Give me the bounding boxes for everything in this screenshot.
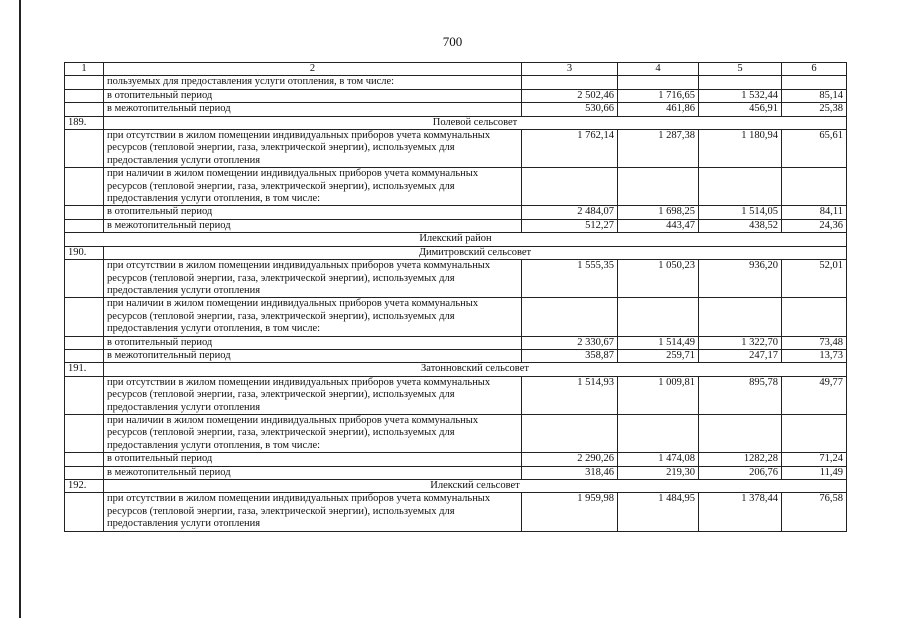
page-number: 700 [442, 34, 463, 49]
row-index [65, 298, 104, 336]
row-description: при отсутствии в жилом помещении индивидуальных приборов учета коммунальных ресурсов (тепловой энергии, газа, электрической энергии), используемых для предоставления услуги отопления [104, 130, 522, 168]
row-description: при отсутствии в жилом помещении индивидуальных приборов учета коммунальных ресурсов (тепловой энергии, газа, электрической энергии), используемых для предоставления услуги отопления [104, 260, 522, 298]
value-cell: 259,71 [618, 349, 699, 362]
section-row [65, 480, 847, 493]
value-cell [782, 76, 847, 89]
table-row [65, 298, 847, 336]
table-row [65, 206, 847, 219]
value-cell: 49,77 [782, 376, 847, 414]
value-cell: 1 959,98 [522, 493, 618, 531]
row-description: в межотопительный период [104, 103, 522, 116]
table-body [65, 63, 847, 532]
value-cell: 11,49 [782, 466, 847, 479]
value-cell: 1 484,95 [618, 493, 699, 531]
row-index [65, 89, 104, 102]
value-cell: 1 514,05 [699, 206, 782, 219]
header-col-3: 3 [522, 63, 618, 76]
value-cell: 530,66 [522, 103, 618, 116]
value-cell: 936,20 [699, 260, 782, 298]
value-cell: 1 762,14 [522, 130, 618, 168]
row-description: при наличии в жилом помещении индивидуальных приборов учета коммунальных ресурсов (тепловой энергии, газа, электрической энергии), используемых для предоставления услуги отопления, в том числе: [104, 168, 522, 206]
value-cell: 456,91 [699, 103, 782, 116]
value-cell: 85,14 [782, 89, 847, 102]
value-cell: 1 009,81 [618, 376, 699, 414]
header-col-6: 6 [782, 63, 847, 76]
value-cell [522, 168, 618, 206]
section-title: Илекский сельсовет [104, 480, 847, 493]
section-row [65, 116, 847, 129]
value-cell [782, 168, 847, 206]
value-cell: 461,86 [618, 103, 699, 116]
value-cell: 1 532,44 [699, 89, 782, 102]
table-row [65, 76, 847, 89]
table-row [65, 130, 847, 168]
value-cell: 1 514,93 [522, 376, 618, 414]
table-row [65, 89, 847, 102]
table-row [65, 414, 847, 452]
value-cell: 1 716,65 [618, 89, 699, 102]
row-description: в межотопительный период [104, 349, 522, 362]
value-cell [782, 414, 847, 452]
table-row [65, 260, 847, 298]
value-cell: 1 514,49 [618, 336, 699, 349]
value-cell: 25,38 [782, 103, 847, 116]
table-row [65, 219, 847, 232]
value-cell: 71,24 [782, 453, 847, 466]
value-cell: 247,17 [699, 349, 782, 362]
value-cell: 84,11 [782, 206, 847, 219]
header-col-5: 5 [699, 63, 782, 76]
row-index [65, 103, 104, 116]
value-cell: 65,61 [782, 130, 847, 168]
section-index: 190. [65, 246, 104, 259]
value-cell: 318,46 [522, 466, 618, 479]
value-cell [618, 298, 699, 336]
value-cell: 1 050,23 [618, 260, 699, 298]
table-row [65, 349, 847, 362]
row-index [65, 168, 104, 206]
value-cell: 2 290,26 [522, 453, 618, 466]
header-col-2: 2 [104, 63, 522, 76]
header-col-4: 4 [618, 63, 699, 76]
value-cell: 1 322,70 [699, 336, 782, 349]
row-index [65, 376, 104, 414]
table-row [65, 103, 847, 116]
row-index [65, 336, 104, 349]
value-cell: 76,58 [782, 493, 847, 531]
row-index [65, 414, 104, 452]
value-cell: 1 698,25 [618, 206, 699, 219]
value-cell: 52,01 [782, 260, 847, 298]
row-index [65, 453, 104, 466]
row-index [65, 466, 104, 479]
value-cell: 358,87 [522, 349, 618, 362]
table-row [65, 168, 847, 206]
table-row [65, 453, 847, 466]
value-cell: 1282,28 [699, 453, 782, 466]
value-cell [522, 76, 618, 89]
section-title: Димитровский сельсовет [104, 246, 847, 259]
value-cell: 73,48 [782, 336, 847, 349]
row-index [65, 260, 104, 298]
section-title: Полевой сельсовет [104, 116, 847, 129]
value-cell: 206,76 [699, 466, 782, 479]
section-row [65, 246, 847, 259]
row-index [65, 349, 104, 362]
row-index [65, 219, 104, 232]
row-description: в отопительный период [104, 89, 522, 102]
value-cell: 24,36 [782, 219, 847, 232]
value-cell: 1 474,08 [618, 453, 699, 466]
section-index: 192. [65, 480, 104, 493]
value-cell: 2 330,67 [522, 336, 618, 349]
district-title: Илекский район [65, 233, 847, 246]
value-cell [618, 168, 699, 206]
value-cell: 13,73 [782, 349, 847, 362]
row-description: в межотопительный период [104, 219, 522, 232]
value-cell [782, 298, 847, 336]
row-description: пользуемых для предоставления услуги отопления, в том числе: [104, 76, 522, 89]
section-index: 189. [65, 116, 104, 129]
value-cell: 443,47 [618, 219, 699, 232]
district-row [65, 233, 847, 246]
table-row [65, 376, 847, 414]
tariff-table [64, 62, 847, 532]
value-cell: 438,52 [699, 219, 782, 232]
row-index [65, 76, 104, 89]
header-col-1: 1 [65, 63, 104, 76]
value-cell: 1 378,44 [699, 493, 782, 531]
value-cell [699, 76, 782, 89]
value-cell [699, 168, 782, 206]
value-cell [699, 414, 782, 452]
table-row [65, 466, 847, 479]
value-cell [522, 298, 618, 336]
value-cell: 512,27 [522, 219, 618, 232]
header-row [65, 63, 847, 76]
row-description: при наличии в жилом помещении индивидуальных приборов учета коммунальных ресурсов (тепловой энергии, газа, электрической энергии), используемых для предоставления услуги отопления, в том числе: [104, 414, 522, 452]
section-title: Затонновский сельсовет [104, 363, 847, 376]
value-cell: 1 555,35 [522, 260, 618, 298]
table-row [65, 336, 847, 349]
row-index [65, 130, 104, 168]
row-description: при отсутствии в жилом помещении индивидуальных приборов учета коммунальных ресурсов (тепловой энергии, газа, электрической энергии), используемых для предоставления услуги отопления [104, 493, 522, 531]
table-row [65, 493, 847, 531]
row-description: при отсутствии в жилом помещении индивидуальных приборов учета коммунальных ресурсов (тепловой энергии, газа, электрической энергии), используемых для предоставления услуги отопления [104, 376, 522, 414]
section-index: 191. [65, 363, 104, 376]
value-cell [699, 298, 782, 336]
row-description: в отопительный период [104, 336, 522, 349]
row-index [65, 493, 104, 531]
value-cell: 219,30 [618, 466, 699, 479]
value-cell: 1 180,94 [699, 130, 782, 168]
row-description: при наличии в жилом помещении индивидуальных приборов учета коммунальных ресурсов (тепловой энергии, газа, электрической энергии), используемых для предоставления услуги отопления, в том числе: [104, 298, 522, 336]
value-cell: 2 502,46 [522, 89, 618, 102]
row-description: в межотопительный период [104, 466, 522, 479]
value-cell [522, 414, 618, 452]
row-description: в отопительный период [104, 206, 522, 219]
row-index [65, 206, 104, 219]
row-description: в отопительный период [104, 453, 522, 466]
section-row [65, 363, 847, 376]
value-cell [618, 76, 699, 89]
value-cell: 2 484,07 [522, 206, 618, 219]
value-cell: 895,78 [699, 376, 782, 414]
value-cell: 1 287,38 [618, 130, 699, 168]
value-cell [618, 414, 699, 452]
page-edge-line [19, 0, 21, 618]
